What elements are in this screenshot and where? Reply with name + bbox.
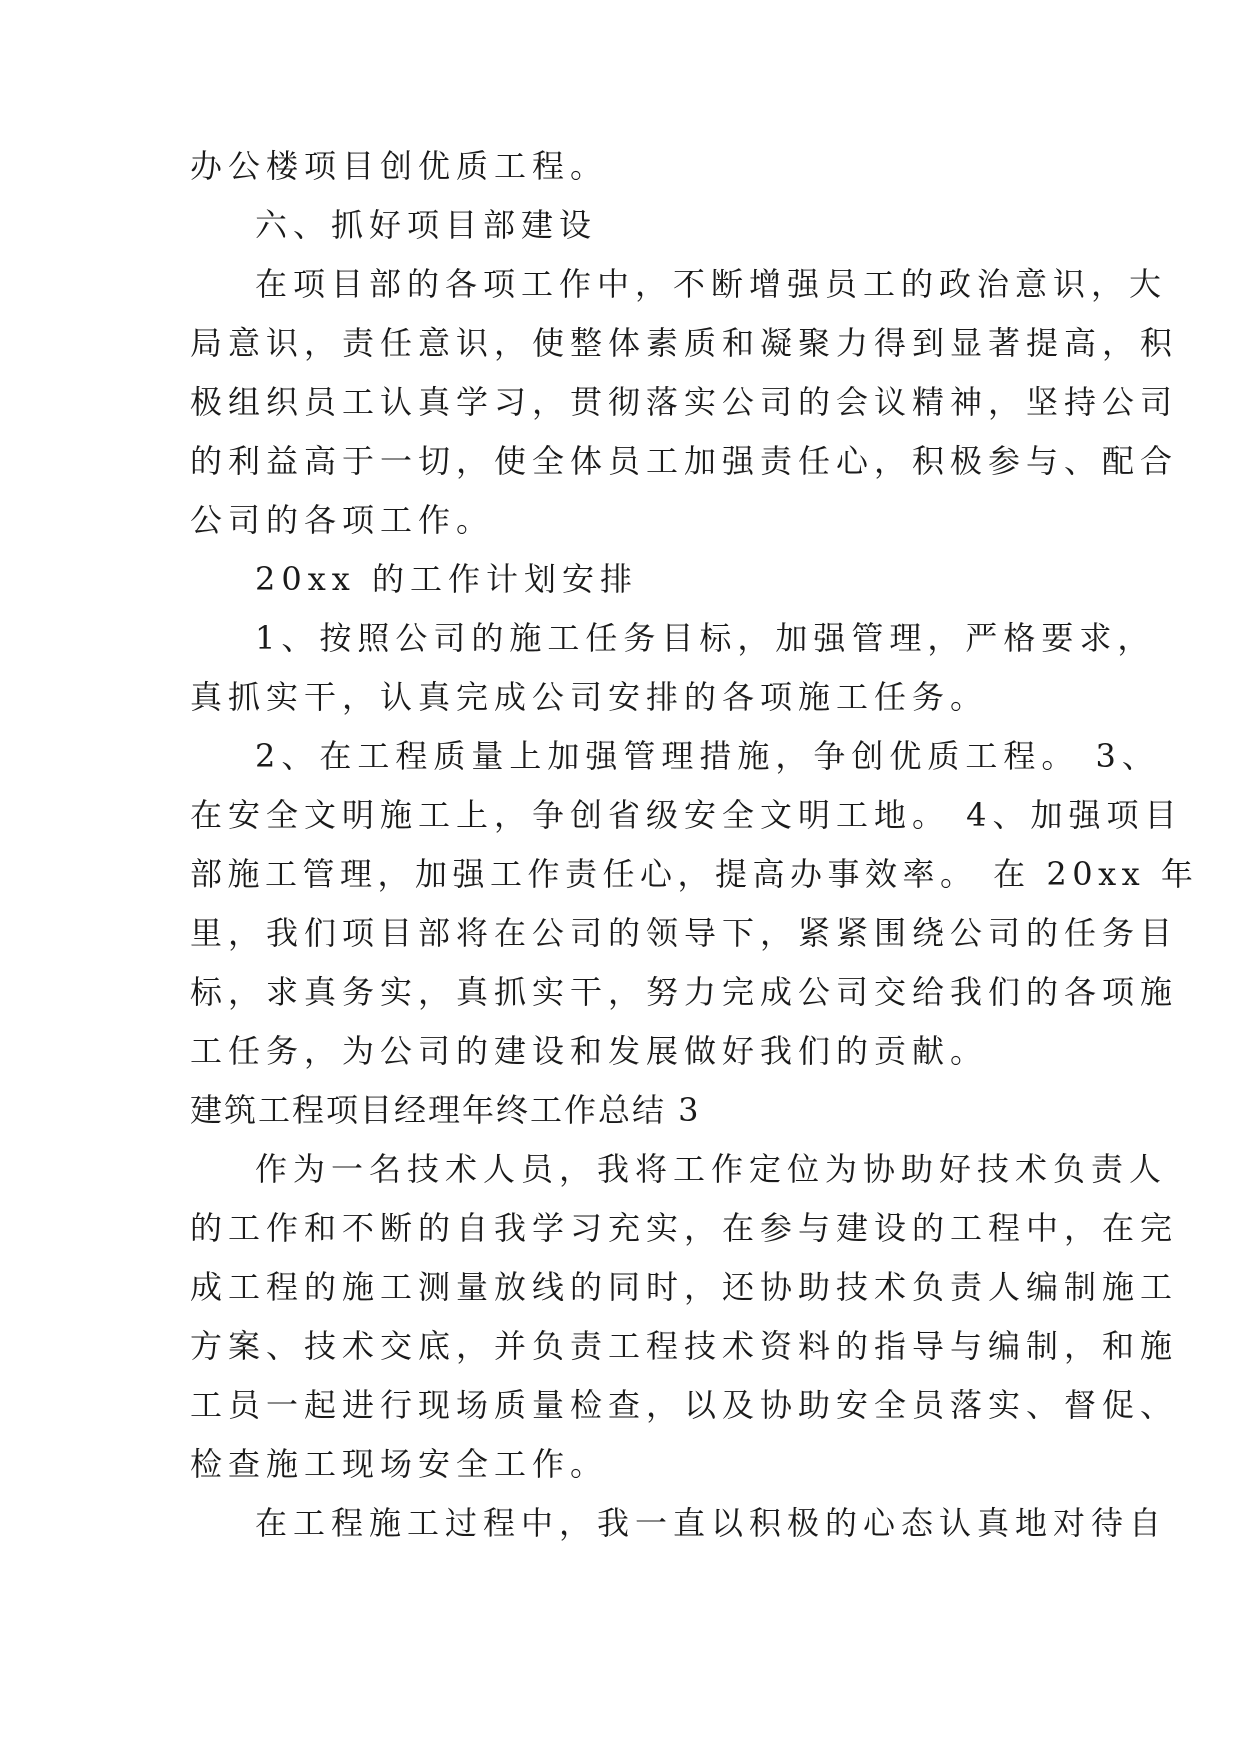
section-heading: 六、抓好项目部建设 [255, 206, 598, 244]
text-line: 办公楼项目创优质工程。 [190, 147, 609, 185]
text-line: 极组织员工认真学习，贯彻落实公司的会议精神，坚持公司 [190, 383, 1179, 421]
text-line: 在项目部的各项工作中，不断增强员工的政治意识，大 [255, 265, 1168, 303]
text-line: 方案、技术交底，并负责工程技术资料的指导与编制，和施 [190, 1327, 1179, 1365]
text-line: 工任务，为公司的建设和发展做好我们的贡献。 [190, 1032, 989, 1070]
text-line: 公司的各项工作。 [190, 501, 495, 539]
text-line: 局意识，责任意识，使整体素质和凝聚力得到显著提高，积 [190, 324, 1179, 362]
text-line: 部施工管理，加强工作责任心，提高办事效率。 在 20xx 年 [190, 855, 1199, 893]
text-line: 在安全文明施工上，争创省级安全文明工地。 4、加强项目 [190, 796, 1183, 834]
section-heading: 20xx 的工作计划安排 [255, 560, 638, 598]
text-line: 里，我们项目部将在公司的领导下，紧紧围绕公司的任务目 [190, 914, 1179, 952]
text-line: 真抓实干，认真完成公司安排的各项施工任务。 [190, 678, 989, 716]
text-line: 的利益高于一切，使全体员工加强责任心，积极参与、配合 [190, 442, 1179, 480]
text-line: 标，求真务实，真抓实干，努力完成公司交给我们的各项施 [190, 973, 1179, 1011]
document-heading: 建筑工程项目经理年终工作总结 3 [190, 1091, 701, 1129]
text-line: 工员一起进行现场质量检查，以及协助安全员落实、督促、 [190, 1386, 1179, 1424]
text-line: 成工程的施工测量放线的同时，还协助技术负责人编制施工 [190, 1268, 1179, 1306]
text-line: 作为一名技术人员，我将工作定位为协助好技术负责人 [255, 1150, 1168, 1188]
text-line: 检查施工现场安全工作。 [190, 1445, 609, 1483]
text-line: 在工程施工过程中，我一直以积极的心态认真地对待自 [255, 1504, 1168, 1542]
text-line: 2、在工程质量上加强管理措施，争创优质工程。 3、 [255, 737, 1160, 775]
text-line: 1、按照公司的施工任务目标，加强管理，严格要求， [255, 619, 1156, 657]
text-line: 的工作和不断的自我学习充实，在参与建设的工程中，在完 [190, 1209, 1179, 1247]
